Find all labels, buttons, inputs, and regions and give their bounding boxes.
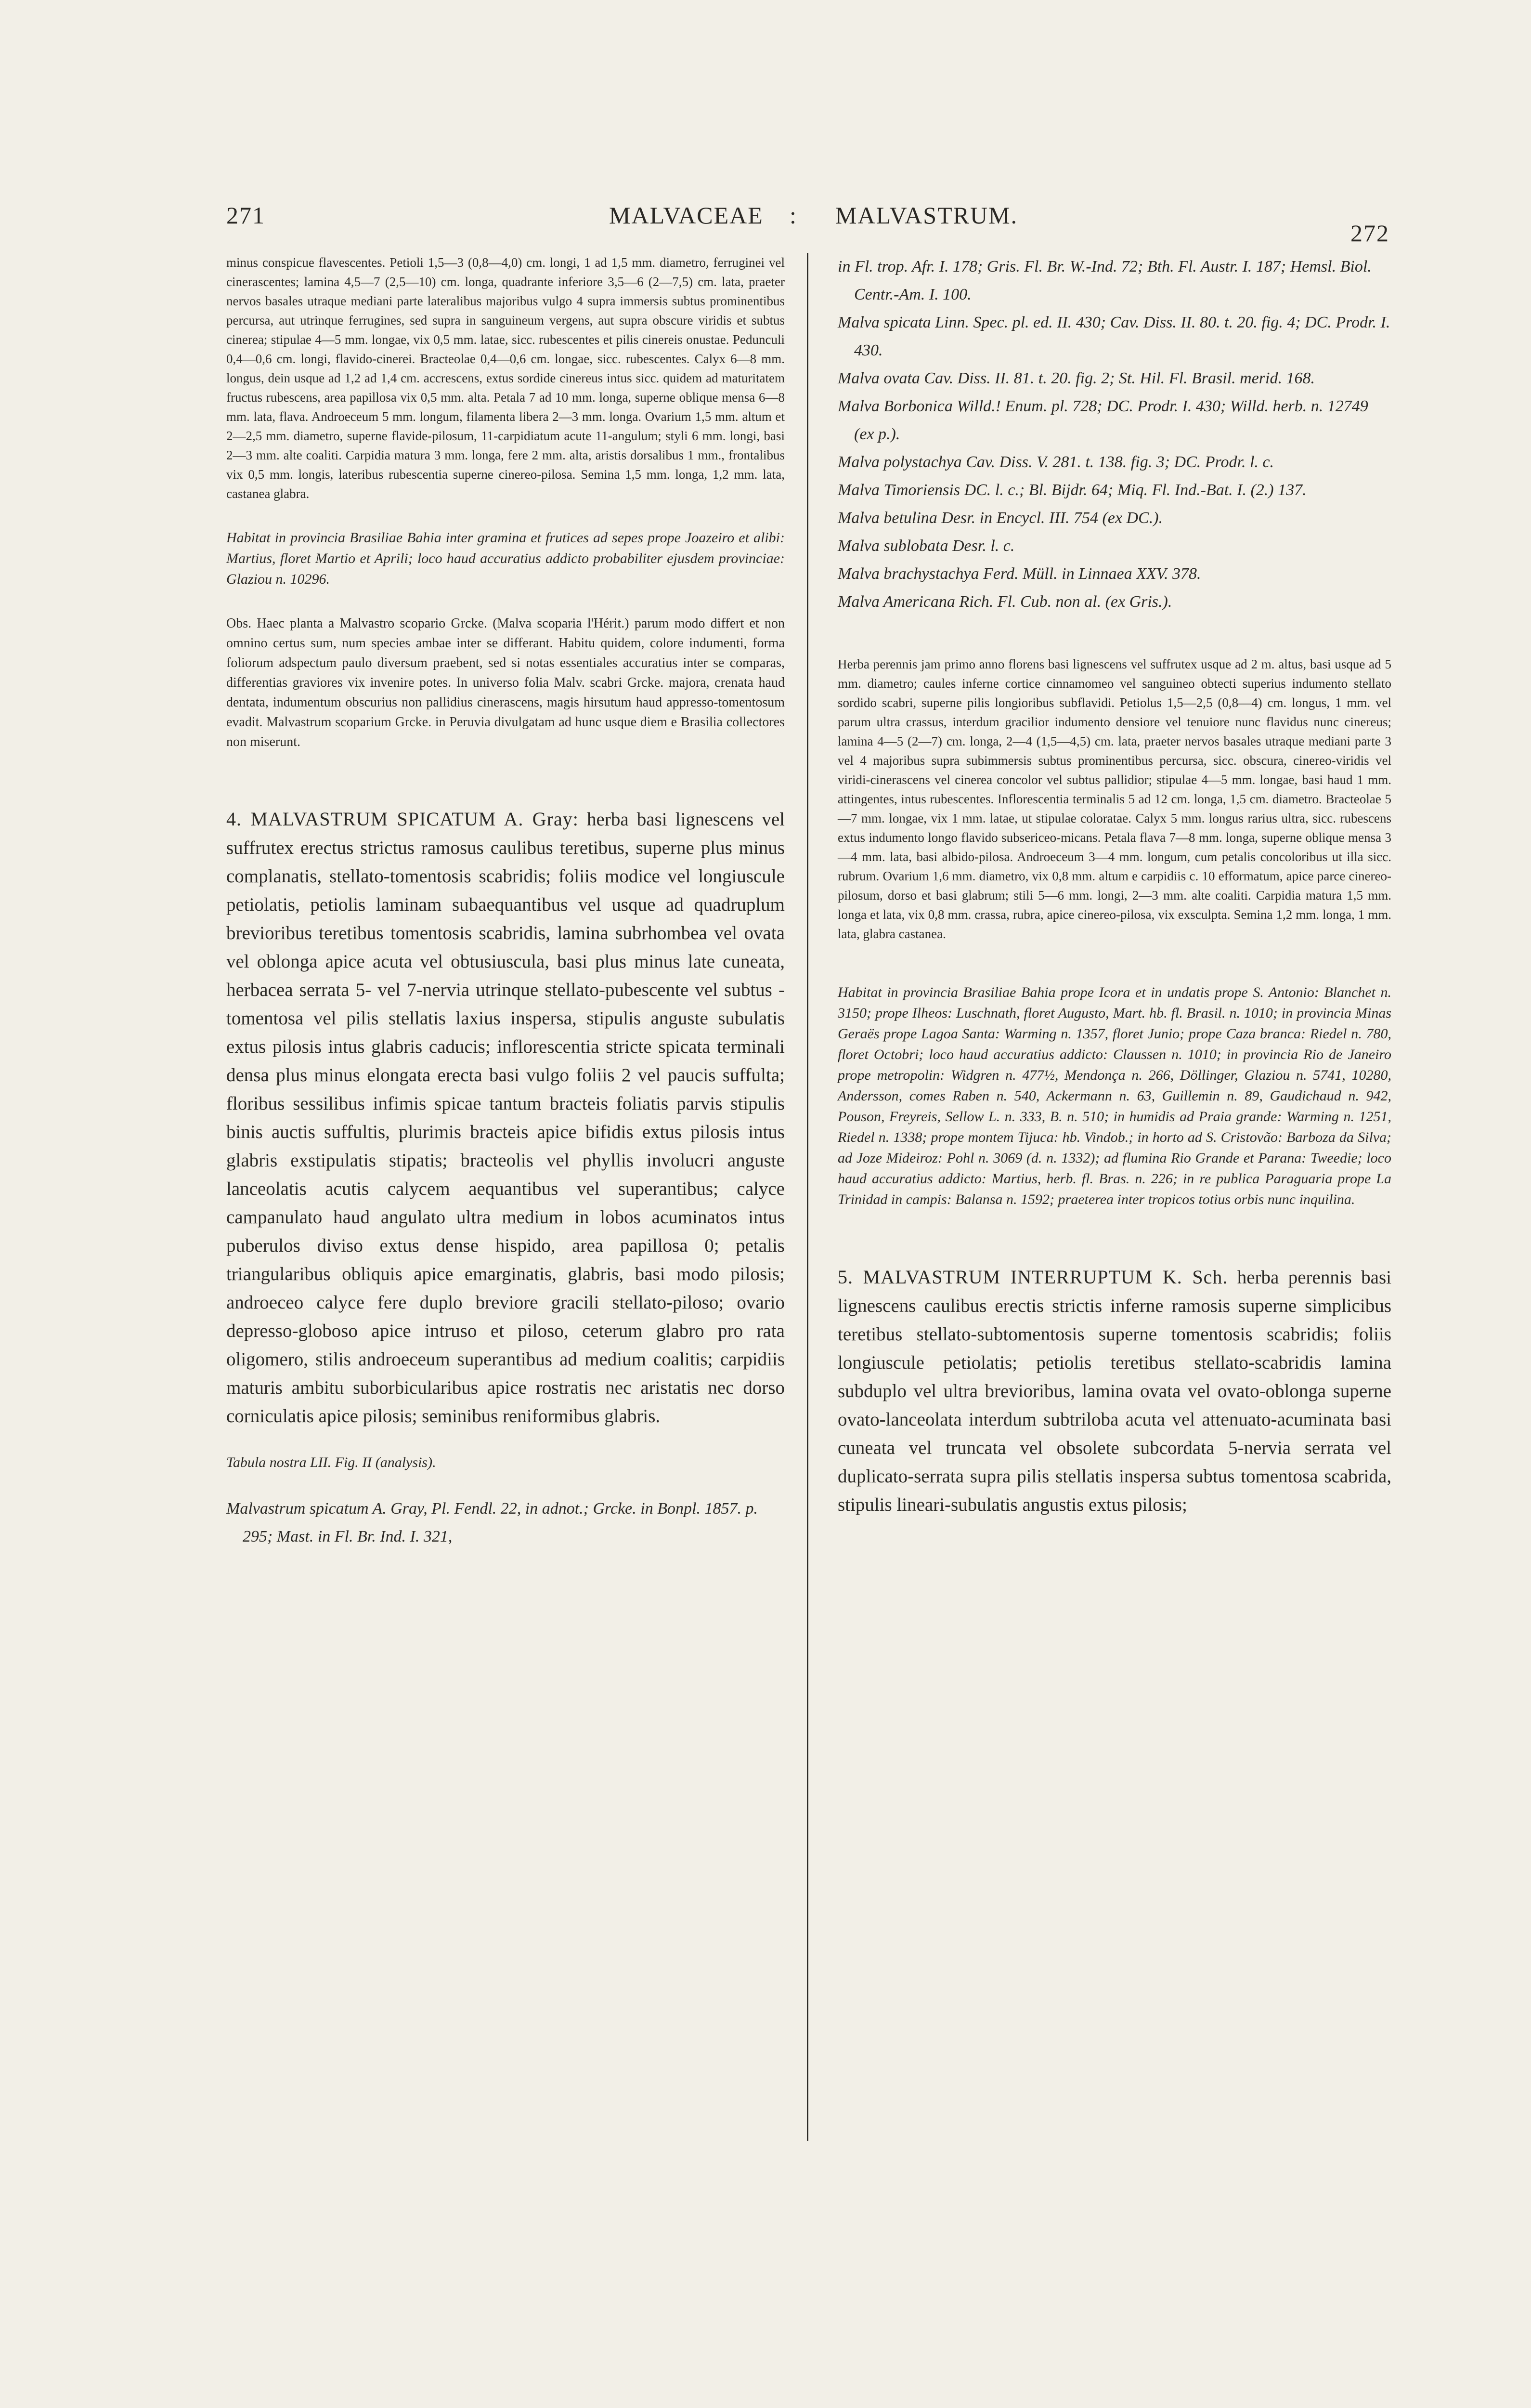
plate-reference: Tabula nostra LII. Fig. II (analysis).: [226, 1454, 436, 1470]
running-title-right: MALVASTRUM.: [835, 202, 1018, 229]
species-4-habitat: Habitat in provincia Brasiliae Bahia prope Icora et in undatis prope S. Antonio: Blanchet n. 3150; prope Ilheos: Luschnath, floret Augusto, Mart. hb. fl. Brasil. n. 1010; in provincia Minas Geraës prope Lagoa Santa: Warming n. 1357, floret Junio; prope Caza branca: Riedel n. 780, floret Octobri; loco haud accuratius addicto: Claussen n. 1010; in provincia Rio de Janeiro prope metropolin: Widgren n. 477½, Mendonça n. 266, Döllinger, Glaziou n. 5741, 10280, Andersson, comes Raben n. 540, Ackermann n. 63, Guillemin n. 89, Gaudichaud n. 942, Pouson, Freyreis, Sellow L. n. 333, B. n. 510; in humidis ad Praia grande: Warming n. 1251, Riedel n. 1338; prope montem Tijuca: hb. Vindob.; in horto ad S. Cristovão: Barboza da Silva; ad Joze Mideiroz: Pohl n. 3069 (d. n. 1332); ad flumina Rio Grande et Parana: Tweedie; loco haud accuratius addicto: Martius, herb. fl. Bras. n. 226; in re publica Paraguaria prope La Trinidad in campis: Balansa n. 1592; praeterea inter tropicos totius orbis nunc inquilina.: [838, 984, 1391, 1207]
left-page-number: 271: [226, 202, 265, 229]
synonym-entry: Malva Timoriensis DC. l. c.; Bl. Bijdr. 64; Miq. Fl. Ind.-Bat. I. (2.) 137.: [838, 481, 1307, 499]
synonym-entry: Malva Borbonica Willd.! Enum. pl. 728; DC. Prodr. I. 430; Willd. herb. n. 12749 (ex p.).: [838, 397, 1368, 443]
synonym-entry: Malva ovata Cav. Diss. II. 81. t. 20. fig. 2; St. Hil. Fl. Brasil. merid. 168.: [838, 369, 1315, 387]
synonym-entry: Malva sublobata Desr. l. c.: [838, 537, 1015, 555]
synonym-entry: Malva spicata Linn. Spec. pl. ed. II. 430; Cav. Diss. II. 80. t. 20. fig. 4; DC. Prodr. I. 430.: [838, 314, 1390, 359]
habitat-paragraph: Habitat in provincia Brasiliae Bahia inter gramina et frutices ad sepes prope Joazeiro et alibi: Martius, floret Martio et Aprili; loco haud accuratius addicto probabiliter ejusdem provinciae: Glaziou n. 10296.: [226, 530, 785, 587]
running-title-left: MALVACEAE: [609, 202, 764, 229]
species-5-text: herba perennis basi lignescens caulibus erectis strictis inferne ramosis superne simplicibus teretibus stellato-subtomentosis superne tomentosis scabridis; foliis longiuscule petiolatis; petiolis teretibus stellato-scabridis lamina subduplo vel ultra brevioribus, lamina ovata vel ovato-oblonga superne ovato-lanceolata interdum subtriloba acuta vel attenuato-acuminata basi cuneata vel truncata vel obsolete subcordata 5-nervia serrata vel duplicato-serrata supra pilis stellatis inspersa subtus tomentosa scabrida, stipulis lineari-subulatis angustis extus pilosis;: [838, 1267, 1392, 1515]
synonym-entry: Malva betulina Desr. in Encycl. III. 754 (ex DC.).: [838, 509, 1163, 527]
left-column: [226, 253, 785, 1551]
column-divider: [807, 253, 808, 2141]
species-4-text: herba basi lignescens vel suffrutex erectus strictus ramosus caulibus teretibus, superne plus minus complanatis, stellato-tomentosis scabridis; foliis modice vel longiuscule petiolatis, petiolis laminam subaequantibus vel usque ad quadruplum brevioribus teretibus tomentosis scabridis, lamina subrhombea vel ovata vel oblonga apice acuta vel obtusiuscula, basi plus minus late cuneata, herbacea serrata 5- vel 7-nervia utrinque stellato-pubescente vel subtus -tomentosa vel pilis stellatis laxius inspersa, stipulis anguste subulatis extus pilosis intus glabris caducis; inflorescentia stricte spicata terminali densa plus minus elongata erecta basi vulgo foliis 2 vel paucis suffulta; floribus sessilibus infimis spicae tantum bracteis foliatis parvis stipulis binis auctis suffultis, plurimis bracteis apice bifidis extus pilosis intus glabris exstipulatis stipatis; bracteolis vel phyllis involucri anguste lanceolatis acutis calycem aequantibus vel superantibus; calyce campanulato haud angulato ultra medium in lobos acuminatos intus puberulos diviso extus dense hispido, area papillosa 0; petalis triangularibus obliquis apice emarginatis, glabris, basi modo pilosis; androeceo calyce fere duplo breviore gracili stellato-piloso; ovario depresso-globoso apice intruso et piloso, ceterum glabro pro rata oligomero, stilis androeceum superantibus ad medium coalitis; carpidiis maturis ambitu suborbicularibus apice rostratis nec aristatis nec dorso corniculatis apice pilosis; seminibus reniformibus glabris.: [226, 809, 785, 1426]
species-5-title: 5. MALVASTRUM INTERRUPTUM K. Sch.: [838, 1266, 1228, 1288]
right-column: [838, 253, 1391, 1519]
synonym-entry: Malva brachystachya Ferd. Müll. in Linnaea XXV. 378.: [838, 565, 1201, 583]
species-4-title: 4. MALVASTRUM SPICATUM A. Gray:: [226, 808, 579, 830]
observation-paragraph: Obs. Haec planta a Malvastro scopario Grcke. (Malva scoparia l'Hérit.) parum modo differt et non omnino certus sum, num species ambae inter se differant. Habitu quidem, colore indumenti, forma foliorum adspectum paulo diversum praebent, sed si notas essentiales accuratius inter se comparas, differentias graviores vix invenire potes. In universo folia Malv. scabri Grcke. majora, crenata haud dentata, indumentum obscurius non pallidius cinerascens, magis hirsutum haud appresso-tomentosum evadit. Malvastrum scoparium Grcke. in Peruvia divulgatam ad hunc usque diem e Brasilia collectores non miserunt.: [226, 616, 785, 749]
species-4-diagnosis: [226, 805, 785, 1430]
running-title-separator: :: [790, 202, 797, 229]
right-page-number: 272: [1350, 220, 1389, 247]
species-5-diagnosis: [838, 1263, 1391, 1519]
description-continuation: minus conspicue flavescentes. Petioli 1,5—3 (0,8—4,0) cm. longi, 1 ad 1,5 mm. diametro, ferruginei vel cinerascentes; lamina 4,5—7 (2,5—10) cm. longa, quadrante inferiore 3,5—6 (2—7,5) cm. lata, praeter nervos basales utraque mediani parte lateralibus majoribus vulgo 4 supra immersis subtus prominentibus percursa, aut utrinque ferrugines, sed supra in sanguineum vergens, aut supra obscure viridis et subtus cinerea; stipulae 4—5 mm. longae, vix 0,5 mm. latae, sicc. rubescentes et pilis cinereis onustae. Pedunculi 0,4—0,6 cm. longi, flavido-cinerei. Bracteolae 0,4—0,6 cm. longae, sicc. rubescentes. Calyx 6—8 mm. longus, dein usque ad 1,2 ad 1,4 cm. accrescens, extus sordide cinereus intus sicc. quidem ad maturitatem fructus rubescens, area papillosa vix 0,5 mm. alta. Petala 7 ad 10 mm. longa, superne oblique mensa 6—8 mm. lata, flava. Androeceum 5 mm. longum, filamenta libera 2—3 mm. longa. Ovarium 1,5 mm. altum et 2—2,5 mm. diametro, superne flavide-pilosum, 11-carpidiatum acute 11-angulum; styli 6 mm. longi, basi 2—3 mm. alte coaliti. Carpidia matura 3 mm. longa, fere 2 mm. alta, aristis dorsalibus 1 mm., frontalibus vix 0,5 mm. longis, lateribus rubescentia superne cinereo-pilosa. Semina 1,5 mm. longa, 1,2 mm. lata, castanea glabra.: [226, 255, 785, 501]
species-4-description: Herba perennis jam primo anno florens basi lignescens vel suffrutex usque ad 2 m. altus, basi usque ad 5 mm. diametro; caules inferne cortice cinnamomeo vel sanguineo obtecti superius indumento stellato sordido scabri, superne pilis longioribus subflavidi. Petiolus 1,5—2,5 (0,8—4) cm. longus, 1 mm. vel parum ultra crassus, interdum gracilior indumento densiore vel tenuiore nunc flavidus nunc cinereus; lamina 4—5 (2—7) cm. longa, 2—4 (1,5—4,5) cm. lata, praeter nervos basales utraque mediani parte 3 vel 4 majoribus supra subimmersis subtus prominentibus percursa, sicc. obscura, cinereo-viridis vel viridi-cinerascens vel cinerea concolor vel subtus pallidior; stipulae 4—5 mm. longae, basi haud 1 mm. attingentes, intus rubescentes. Inflorescentia terminalis 5 ad 12 cm. longa, 1,5 cm. diametro. Bracteolae 5—7 mm. longae, vix 1 mm. latae, ut stipulae coloratae. Calyx 5 mm. longus rarius ultra, sicc. rubescens extus indumento longo flavido subsericeo-micans. Petala flava 7—8 mm. longa, superne oblique mensa 3—4 mm. lata, basi albido-pilosa. Androeceum 3—4 mm. longum, cum petalis concoloribus ut illa sicc. rubrum. Ovarium 1,6 mm. diametro, vix 0,8 mm. altum e carpidiis c. 10 efformatum, apice parce cinereo-pilosum, dorso et basi glabrum; stili 5—6 mm. longi, 2—3 mm. alte coaliti. Carpidia matura 1,5 mm. longa et lata, vix 0,8 mm. crassa, rubra, apice cinereo-pilosa, vix exsculpta. Semina 1,2 mm. longa, 1 mm. lata, glabra castanea.: [838, 657, 1391, 941]
synonym-entry: Malvastrum spicatum A. Gray, Pl. Fendl. 22, in adnot.; Grcke. in Bonpl. 1857. p. 295; Mast. in Fl. Br. Ind. I. 321,: [226, 1500, 758, 1545]
synonym-entry: Malva Americana Rich. Fl. Cub. non al. (ex Gris.).: [838, 593, 1172, 611]
synonym-entry: Malva polystachya Cav. Diss. V. 281. t. 138. fig. 3; DC. Prodr. l. c.: [838, 453, 1274, 471]
synonym-entry: in Fl. trop. Afr. I. 178; Gris. Fl. Br. W.-Ind. 72; Bth. Fl. Austr. I. 187; Hemsl. Biol. Centr.-Am. I. 100.: [838, 258, 1372, 303]
